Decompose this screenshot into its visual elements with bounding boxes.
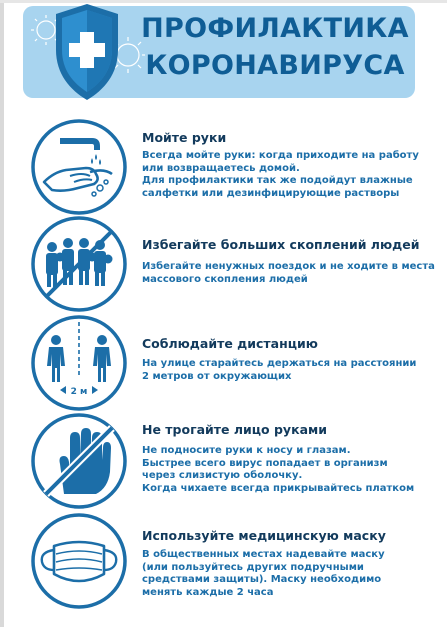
- tip-line: Быстрее всего вирус попадает в организм: [142, 457, 388, 469]
- washing-hands-icon: [30, 118, 128, 216]
- tip-description: [142, 261, 435, 286]
- tip-line: На улице старайтесь держаться на расстоянии: [142, 358, 417, 369]
- tip-heading: Мойте руки: [142, 130, 227, 145]
- tip-line: Всегда мойте руки: когда приходите на работу: [142, 150, 419, 161]
- tip-line: 2 метров от окружающих: [142, 370, 292, 382]
- tip-heading: Избегайте больших скоплений людей: [142, 237, 420, 252]
- tip-heading: Не трогайте лицо руками: [142, 422, 327, 437]
- hand-prohibited-icon: [30, 412, 128, 510]
- title-line-2: КОРОНАВИРУСА: [145, 50, 405, 81]
- tip-heading: Используйте медицинскую маску: [142, 528, 386, 543]
- crowd-prohibited-icon: [30, 215, 128, 313]
- distance-label: 2 м: [70, 387, 88, 397]
- tip-line: Когда чихаете всегда прикрывайтесь платком: [142, 482, 415, 494]
- tip-line: Не подносите руки к носу и глазам.: [142, 445, 351, 456]
- tip-description: [142, 358, 416, 383]
- tip-line: средствами защиты). Маску необходимо: [142, 574, 382, 585]
- tip-line: массового скопления людей: [142, 273, 308, 285]
- tip-line: (или пользуйтесь других подручными: [142, 561, 364, 573]
- medical-mask-icon: [30, 512, 128, 610]
- tip-heading: Соблюдайте дистанцию: [142, 336, 318, 351]
- social-distance-icon: [30, 314, 128, 412]
- tip-description: [142, 445, 414, 495]
- page-title: [140, 10, 410, 84]
- tip-line: Избегайте ненужных поездок и не ходите в места: [142, 261, 435, 272]
- tip-line: или возвращаетесь домой.: [142, 162, 300, 174]
- tip-line: В общественных местах надевайте маску: [142, 549, 385, 560]
- tip-line: через слизистую оболочку.: [142, 470, 303, 481]
- tip-line: салфетки или дезинфицирующие растворы: [142, 187, 400, 199]
- tip-line: менять каждые 2 часа: [142, 586, 274, 598]
- page-left-edge: [0, 0, 4, 627]
- tip-description: [142, 549, 385, 599]
- title-line-1: ПРОФИЛАКТИКА: [141, 13, 409, 44]
- tip-description: [142, 150, 419, 200]
- shield-cross-virus-icon: [28, 0, 146, 104]
- tip-line: Для профилактики так же подойдут влажные: [142, 175, 413, 186]
